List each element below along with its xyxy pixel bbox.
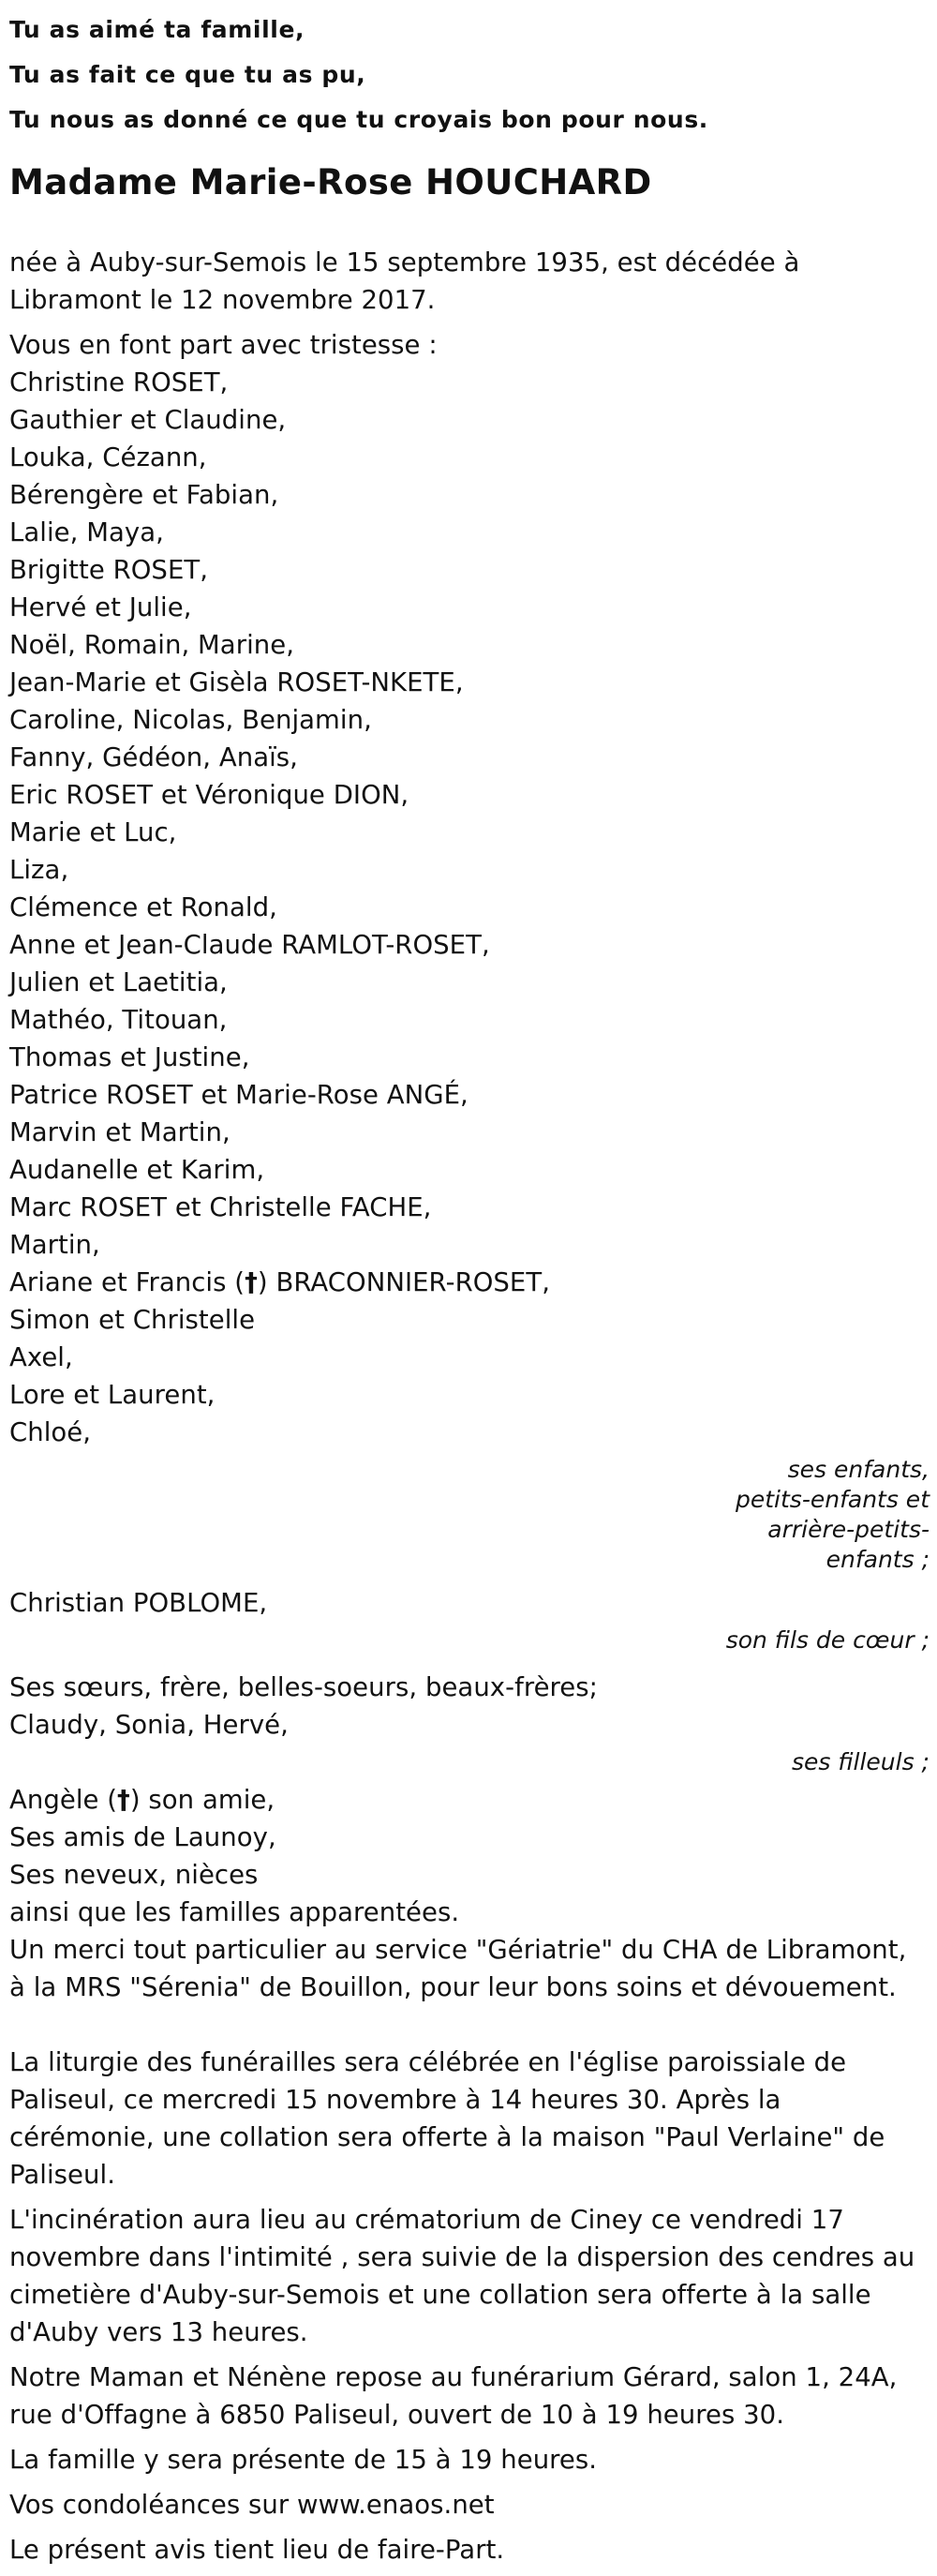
family-list: [9, 364, 930, 1451]
funerarium-paragraph: Notre Maman et Nénène repose au funérarium Gérard, salon 1, 24A, rue d'Offagne à 6850 Paliseul, ouvert de 10 à 19 heures 30.: [9, 2362, 898, 2430]
name-text: ) son amie,: [129, 1785, 275, 1815]
family-member: Noël, Romain, Marine,: [9, 630, 294, 660]
family-member: Gauthier et Claudine,: [9, 405, 287, 435]
angele-line: [9, 1781, 930, 1819]
family-member: Lalie, Maya,: [9, 517, 164, 547]
poem-line: Tu as fait ce que tu as pu,: [9, 61, 366, 88]
family-member: Caroline, Nicolas, Benjamin,: [9, 705, 372, 735]
others-line: Ses neveux, nièces: [9, 1860, 259, 1890]
name-text: Angèle (: [9, 1785, 118, 1815]
dagger-icon: †: [245, 1267, 258, 1297]
family-member: Patrice ROSET et Marie-Rose ANGÉ,: [9, 1080, 468, 1110]
others-line: ainsi que les familles apparentées.: [9, 1897, 460, 1927]
relation-christian: son fils de cœur ;: [725, 1626, 930, 1654]
family-member: Julien et Laetitia,: [9, 967, 228, 997]
presence-line: La famille y sera présente de 15 à 19 heures.: [9, 2445, 598, 2475]
family-member: Chloé,: [9, 1417, 92, 1447]
family-member: Anne et Jean-Claude RAMLOT-ROSET,: [9, 930, 490, 960]
family-member: Simon et Christelle: [9, 1305, 256, 1335]
family-member: Hervé et Julie,: [9, 592, 192, 622]
poem: [9, 7, 930, 142]
condolences-line: Vos condoléances sur www.enaos.net: [9, 2490, 495, 2520]
dagger-icon: †: [117, 1785, 130, 1815]
family-member: Christine ROSET,: [9, 367, 229, 397]
siblings-line: Ses sœurs, frère, belles-soeurs, beaux-frères;: [9, 1672, 598, 1702]
christian-name: Christian POBLOME,: [9, 1588, 268, 1618]
family-member: Eric ROSET et Véronique DION,: [9, 780, 409, 810]
family-member: Lore et Laurent,: [9, 1380, 216, 1410]
liturgy-paragraph: La liturgie des funérailles sera célébrée en l'église paroissiale de Paliseul, ce mercredi 15 novembre à 14 heures 30. Après la cérémonie, une collation sera offerte à la maison "Paul Verlaine" de Paliseul.: [9, 2047, 885, 2190]
family-member: Thomas et Justine,: [9, 1042, 250, 1072]
others-line: Ses amis de Launoy,: [9, 1822, 276, 1852]
family-member: Louka, Cézann,: [9, 442, 207, 472]
family-member: Axel,: [9, 1342, 73, 1372]
relation-children: ses enfants, petits-enfants et arrière-petits-enfants ;: [736, 1456, 930, 1573]
family-member: Clémence et Ronald,: [9, 892, 277, 922]
family-member: Brigitte ROSET,: [9, 555, 209, 585]
family-member: Mathéo, Titouan,: [9, 1005, 228, 1035]
family-member: Liza,: [9, 855, 69, 885]
family-member-braconnier: [9, 1264, 930, 1301]
family-member: Marie et Luc,: [9, 817, 177, 847]
relation-godchildren: ses filleuls ;: [792, 1748, 930, 1775]
notice-line: Le présent avis tient lieu de faire-Part.: [9, 2535, 505, 2565]
deceased-name-title: Madame Marie-Rose HOUCHARD: [9, 162, 652, 202]
name-text: ) BRACONNIER-ROSET,: [257, 1267, 550, 1297]
obituary-notice: [9, 7, 930, 2576]
thanks-paragraph: Un merci tout particulier au service "Gériatrie" du CHA de Libramont, à la MRS "Sérenia" de Bouillon, pour leur bons soins et dévouement.: [9, 1935, 907, 2002]
godchildren-names: Claudy, Sonia, Hervé,: [9, 1710, 289, 1740]
birth-death-info: née à Auby-sur-Semois le 15 septembre 1935, est décédée à Libramont le 12 novembre 2017.: [9, 247, 800, 315]
family-member: Marc ROSET et Christelle FACHE,: [9, 1192, 432, 1222]
family-member: Marvin et Martin,: [9, 1117, 231, 1147]
poem-line: Tu nous as donné ce que tu croyais bon pour nous.: [9, 106, 708, 133]
incineration-paragraph: L'incinération aura lieu au crématorium de Ciney ce vendredi 17 novembre dans l'intimité , sera suivie de la dispersion des cendres au cimetière d'Auby-sur-Semois et une collation sera offerte à la salle d'Auby vers 13 heures.: [9, 2205, 915, 2347]
family-member: Jean-Marie et Gisèla ROSET-NKETE,: [9, 667, 464, 697]
family-member: Martin,: [9, 1230, 100, 1260]
family-member: Fanny, Gédéon, Anaïs,: [9, 742, 298, 772]
name-text: Ariane et Francis (: [9, 1267, 245, 1297]
announcement-intro: Vous en font part avec tristesse :: [9, 330, 438, 360]
family-member: Audanelle et Karim,: [9, 1155, 265, 1185]
family-member: Bérengère et Fabian,: [9, 480, 279, 510]
poem-line: Tu as aimé ta famille,: [9, 16, 305, 43]
